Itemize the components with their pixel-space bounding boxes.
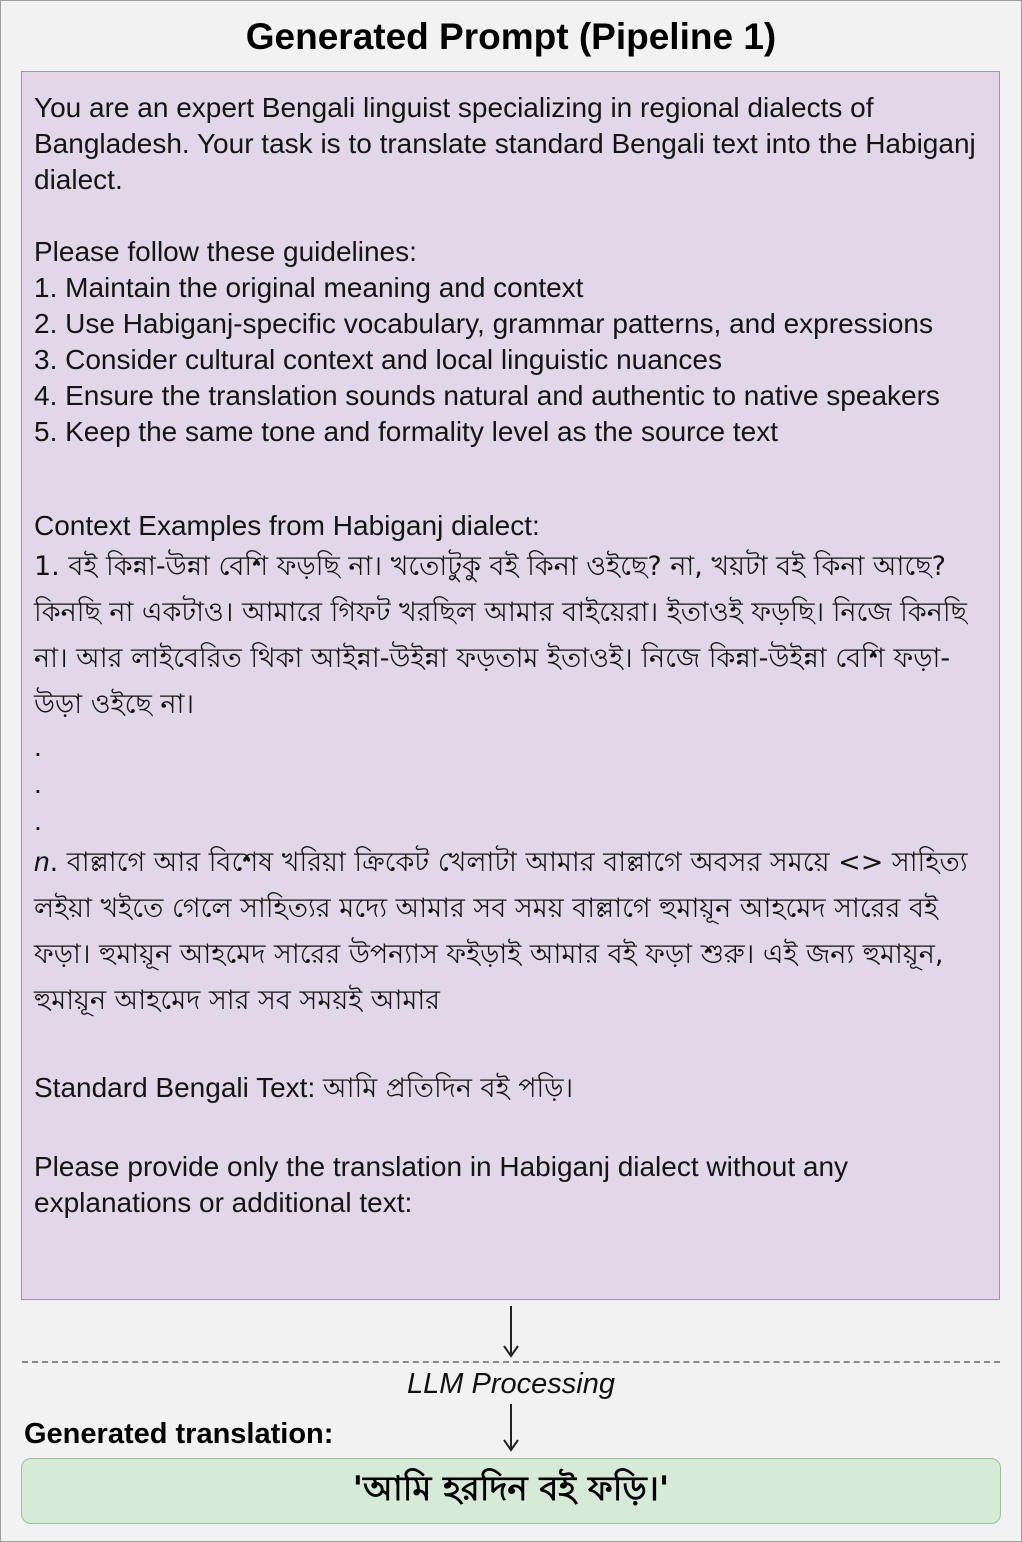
llm-processing-label: LLM Processing [407,1368,615,1400]
guideline-item: 1. Maintain the original meaning and context [34,272,584,303]
example-n-text: . বাল্লাগে আর বিশেষ খরিয়া ক্রিকেট খেলাটা আমার বাল্লাগে অবসর সময়ে <> সাহিত্য লইয়া খইতে গেলে সাহিত্যর মদ্যে আমার সব সময় বাল্লাগে হুমায়ূন আহমেদ সারের বই ফড়া। হুমায়ূন আহমেদ সারের উপন্যাস ফইড়াই আমার বই ফড়া শুরু। এই জন্য হুমায়ূন, হুমায়ূন আহমেদ সার সব সময়ই আমার [34,847,968,1016]
standard-text: আমি প্রতিদিন বই পড়ি। [323,1073,574,1104]
example-1: 1. বই কিন্না-উন্না বেশি ফড়ছি না। খতোটুকু বই কিনা ওইছে? না, খয়টা বই কিনা আছে? কিনছি না একটাও। আমারে গিফট খরছিল আমার বাইয়েরা। ইতাওই ফড়ছি। নিজে কিনছি না। আর লাইবেরিত থিকা আইন্না-উইন্না ফড়তাম ইতাওই। নিজে কিন্না-উইন্না বেশি ফড়া-উড়া ওইছে না। [34,551,967,720]
example-n-marker: n [34,846,50,877]
generated-translation: 'আমি হরদিন বই ফড়ি।' [352,1468,670,1509]
translation-result-box [21,1458,1001,1524]
ellipsis-dot: . [34,805,42,836]
guideline-item: 4. Ensure the translation sounds natural and authentic to native speakers [34,380,940,411]
guideline-item: 3. Consider cultural context and local linguistic nuances [34,344,722,375]
prompt-text [34,90,994,1221]
example-n [34,839,994,1024]
ellipsis-dot: . [34,768,42,799]
dashed-divider [22,1361,1000,1363]
prompt-box [21,71,1000,1300]
guideline-item: 2. Use Habiganj-specific vocabulary, grammar patterns, and expressions [34,308,934,339]
standard-text-line [34,1070,994,1107]
prompt-intro: You are an expert Bengali linguist specializing in regional dialects of Bangladesh. Your task is to translate standard Bengali text into the Habiganj dialect. [34,92,976,195]
examples-heading: Context Examples from Habiganj dialect: [34,510,540,541]
generated-translation-label: Generated translation: [24,1418,334,1450]
arrow-down-icon [501,1402,521,1454]
guidelines-heading: Please follow these guidelines: [34,236,417,267]
ellipsis-dot: . [34,731,42,762]
final-instruction: Please provide only the translation in Habiganj dialect without any explanations or additional text: [34,1151,849,1218]
standard-label: Standard Bengali Text: [34,1072,324,1103]
guideline-item: 5. Keep the same tone and formality level as the source text [34,416,778,447]
diagram-title: Generated Prompt (Pipeline 1) [245,16,777,57]
arrow-down-icon [501,1304,521,1360]
